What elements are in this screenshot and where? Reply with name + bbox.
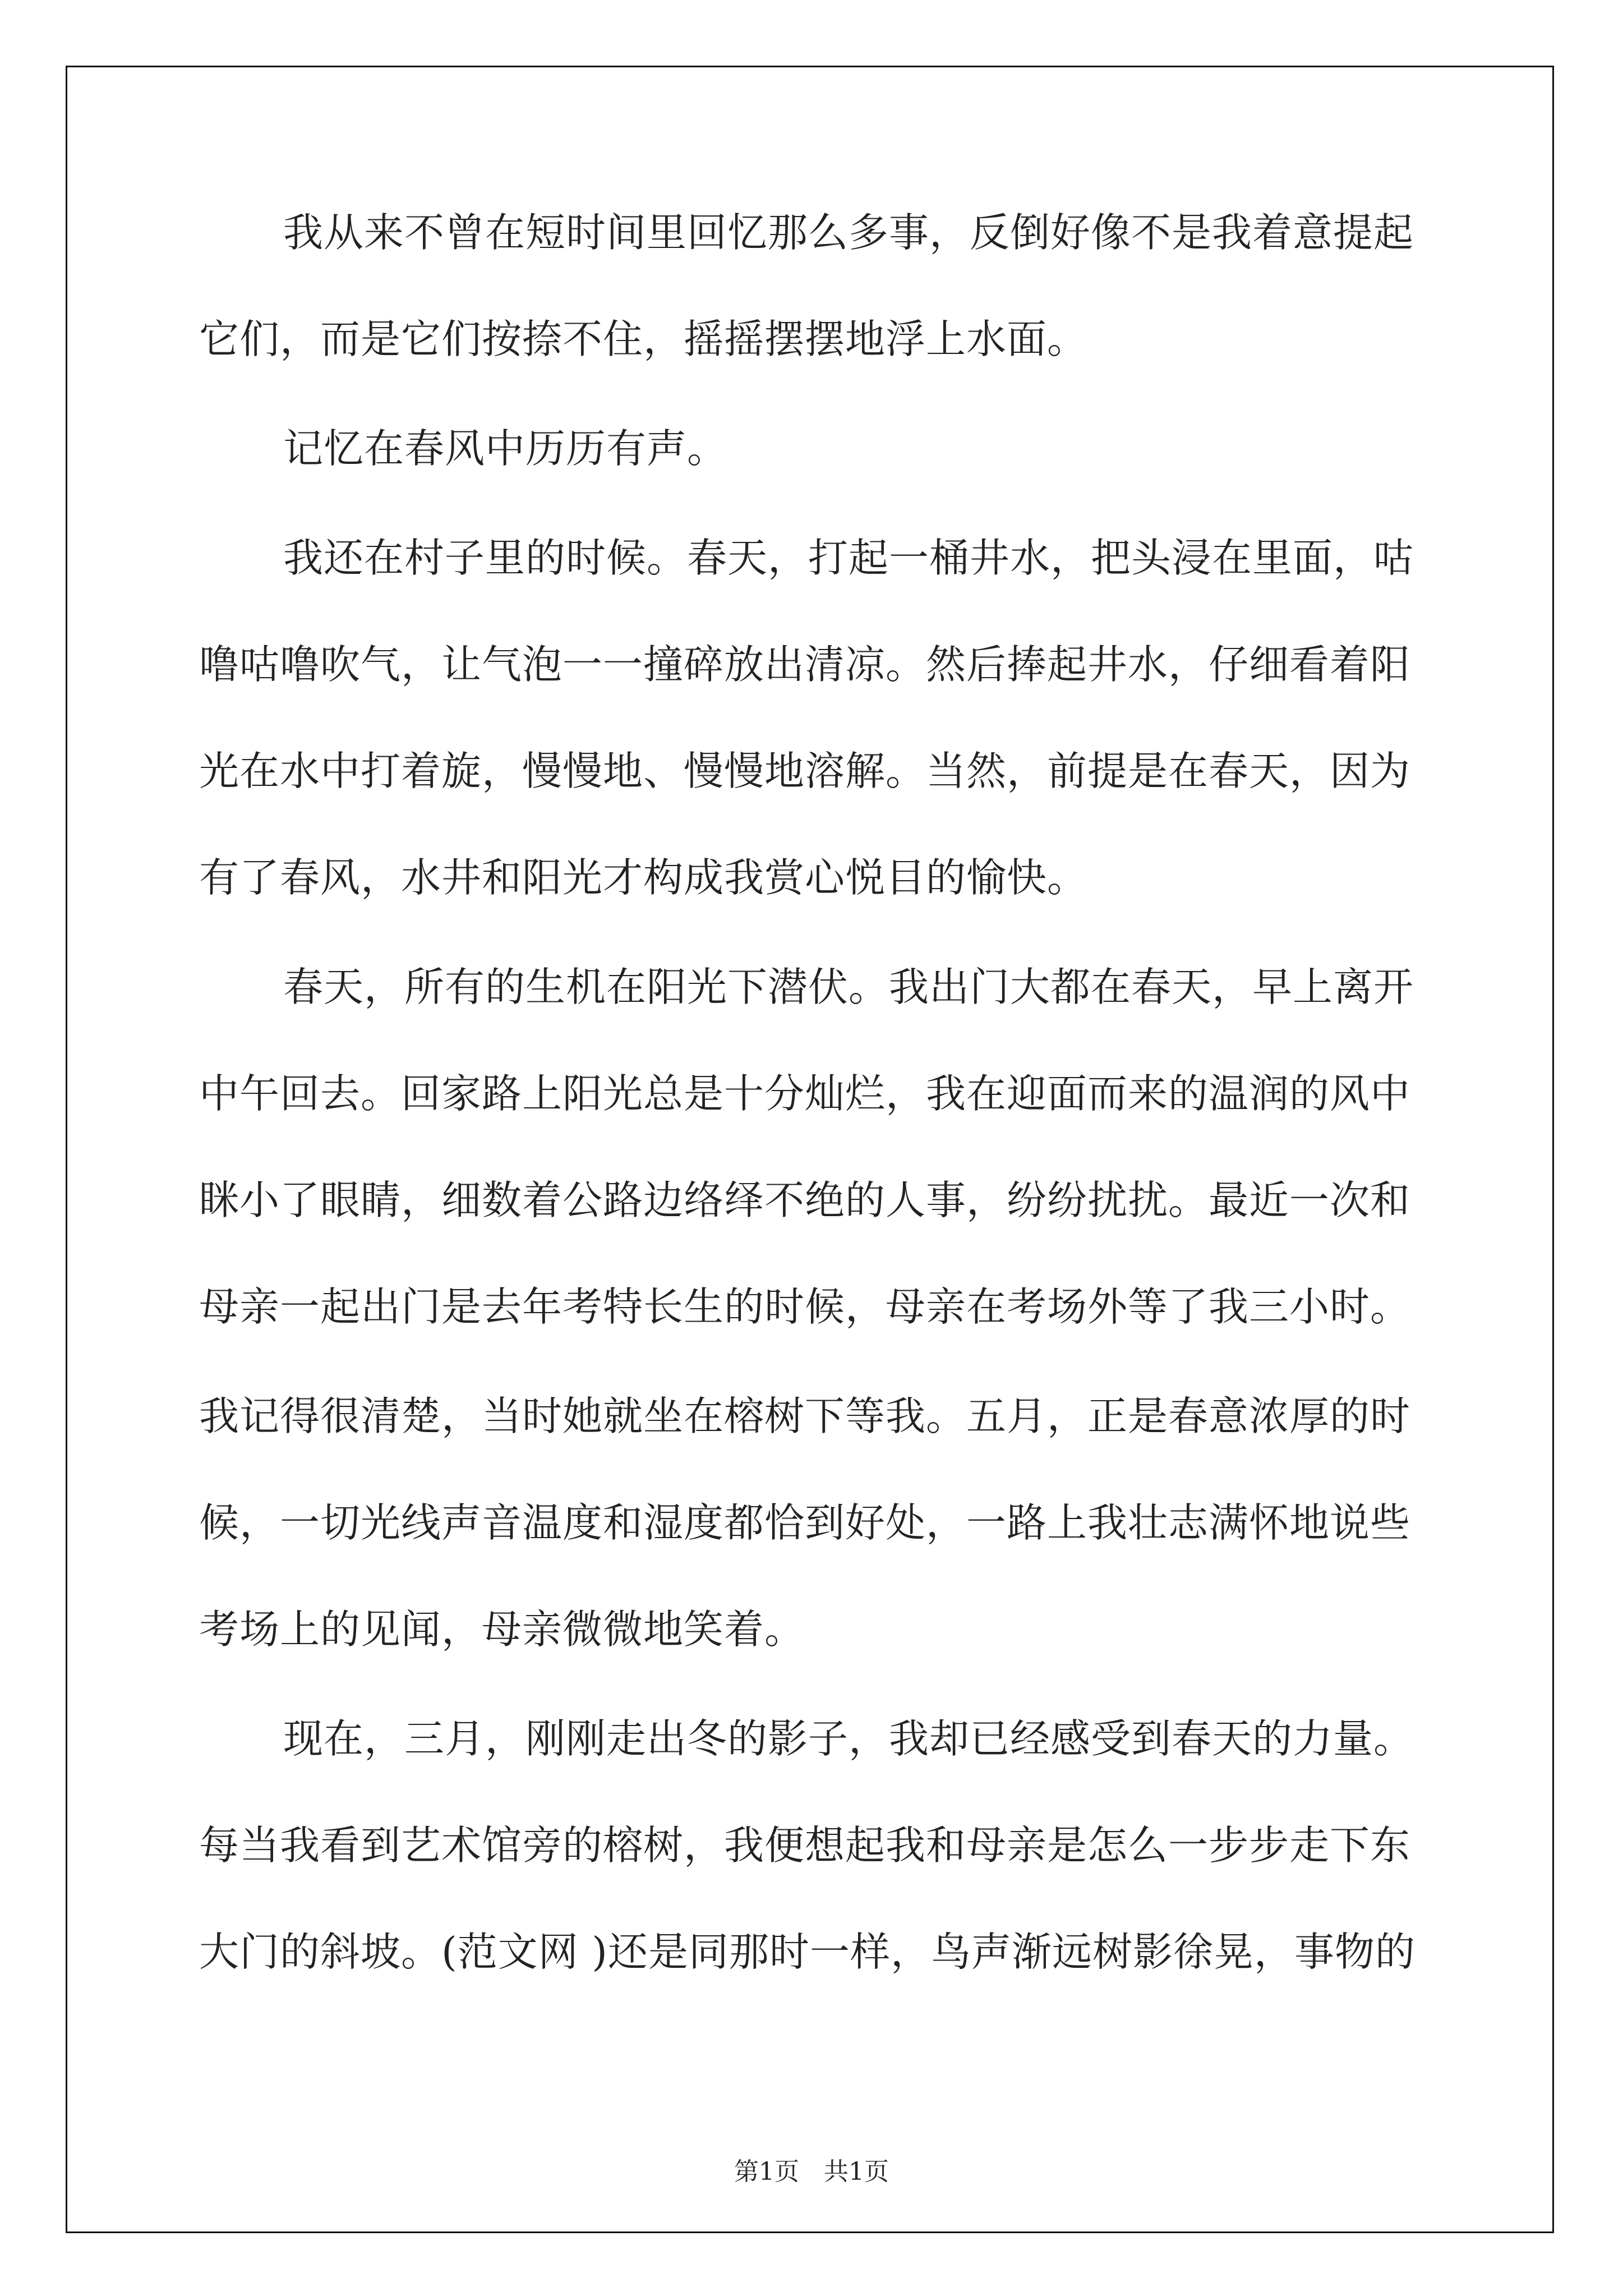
text-line: 母亲一起出门是去年考特长生的时候，母亲在考场外等了我三小时。 (199, 1283, 1411, 1330)
text-line: 记忆在春风中历历有声。 (283, 425, 728, 472)
text-line: 我从来不曾在短时间里回忆那么多事，反倒好像不是我着意提起 (283, 209, 1414, 256)
text-line: 现在，三月，刚刚走出冬的影子，我却已经感受到春天的力量。 (283, 1715, 1414, 1762)
text-line: 眯小了眼睛，细数着公路边络绎不绝的人事，纷纷扰扰。最近一次和 (199, 1177, 1411, 1223)
text-line: 中午回去。回家路上阳光总是十分灿烂，我在迎面而来的温润的风中 (199, 1070, 1411, 1117)
text-line: 它们，而是它们按捺不住，摇摇摆摆地浮上水面。 (199, 316, 1088, 362)
text-line: 噜咕噜吹气，让气泡一一撞碎放出清凉。然后捧起井水，仔细看着阳 (199, 641, 1411, 688)
page-border (66, 66, 1554, 2233)
text-line: 考场上的见闻，母亲微微地笑着。 (199, 1606, 805, 1653)
text-line: 春天，所有的生机在阳光下潜伏。我出门大都在春天，早上离开 (283, 964, 1414, 1010)
text-line: 有了春风，水井和阳光才构成我赏心悦目的愉快。 (199, 854, 1088, 901)
text-line: 光在水中打着旋，慢慢地、慢慢地溶解。当然，前提是在春天，因为 (199, 748, 1411, 794)
page-number-footer: 第1页 共1页 (734, 2157, 889, 2186)
text-line: 候，一切光线声音温度和湿度都恰到好处，一路上我壮志满怀地说些 (199, 1499, 1411, 1546)
text-line: 每当我看到艺术馆旁的榕树，我便想起我和母亲是怎么一步步走下东 (199, 1822, 1411, 1869)
text-line: 我还在村子里的时候。春天，打起一桶井水，把头浸在里面，咕 (283, 535, 1414, 581)
text-line: 大门的斜坡。(范文网 )还是同那时一样，鸟声渐远树影徐晃，事物的 (199, 1929, 1415, 1975)
text-line: 我记得很清楚，当时她就坐在榕树下等我。五月，正是春意浓厚的时 (199, 1393, 1411, 1439)
